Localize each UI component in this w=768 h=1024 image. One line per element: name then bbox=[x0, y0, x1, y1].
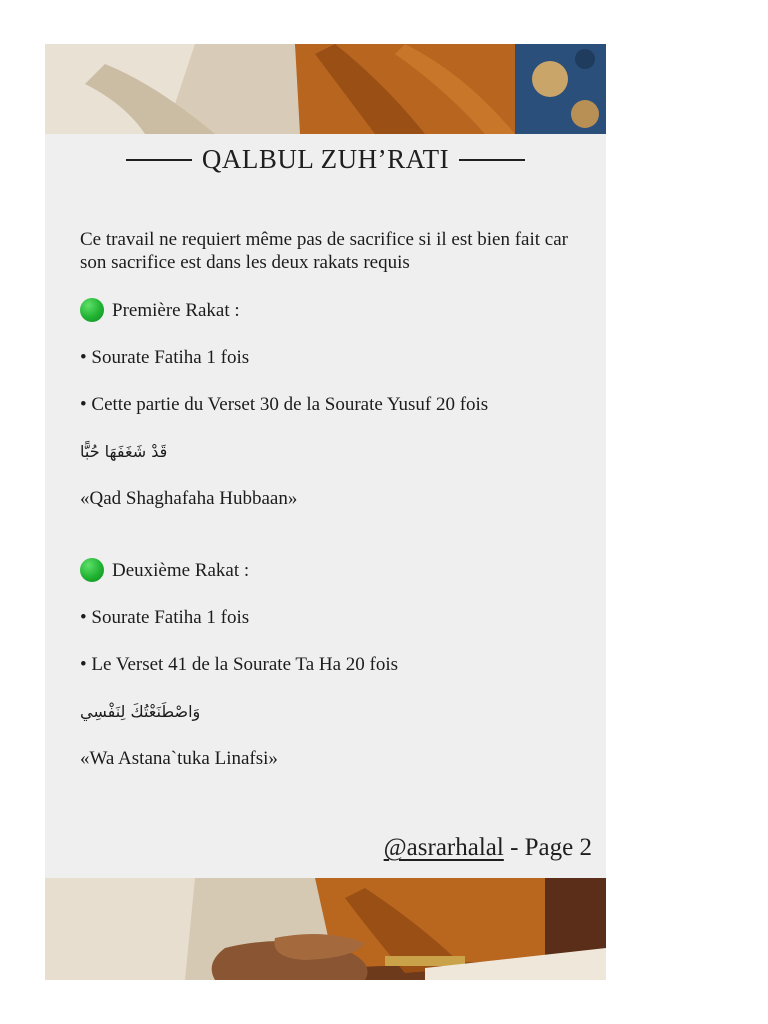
rakat-2-heading-row bbox=[80, 558, 585, 582]
rakat-2-arabic-verse: وَاصْطَنَعْتُكَ لِنَفْسِي bbox=[80, 702, 201, 721]
footer-photo bbox=[45, 878, 606, 980]
page-number: - Page 2 bbox=[503, 834, 592, 861]
body-text bbox=[80, 228, 585, 794]
author-handle-link[interactable]: @asrarhalal bbox=[383, 834, 504, 861]
title-rule-left bbox=[126, 159, 192, 161]
title-rule-right bbox=[459, 159, 525, 161]
rakat-2-transliteration: «Wa Astana`tuka Linafsi» bbox=[80, 748, 278, 769]
page-title: QALBUL ZUH’RATI bbox=[201, 144, 450, 174]
title-row bbox=[45, 144, 606, 175]
rakat-1-item-1: • Sourate Fatiha 1 fois bbox=[80, 347, 250, 368]
header-photo bbox=[45, 44, 606, 134]
rakat-1-arabic-verse: قَدْ شَغَفَهَا حُبًّا bbox=[80, 442, 168, 461]
rakat-2-item-2: • Le Verset 41 de la Sourate Ta Ha 20 fois bbox=[80, 654, 399, 675]
rakat-1-item-2: • Cette partie du Verset 30 de la Sourate Yusuf 20 fois bbox=[80, 394, 489, 415]
document-page bbox=[45, 44, 606, 980]
green-circle-icon bbox=[80, 298, 104, 322]
rakat-1-transliteration: «Qad Shaghafaha Hubbaan» bbox=[80, 488, 298, 509]
rakat-2-item-1: • Sourate Fatiha 1 fois bbox=[80, 607, 250, 628]
page-footer bbox=[384, 834, 592, 862]
green-circle-icon bbox=[80, 558, 104, 582]
section-spacer bbox=[80, 534, 585, 558]
rakat-2-heading: Deuxième Rakat : bbox=[112, 559, 250, 581]
rakat-1-heading: Première Rakat : bbox=[112, 299, 240, 321]
intro-paragraph: Ce travail ne requiert même pas de sacrifice si il est bien fait car son sacrifice est dans les deux rakats requis bbox=[80, 229, 568, 273]
rakat-1-heading-row bbox=[80, 298, 585, 322]
